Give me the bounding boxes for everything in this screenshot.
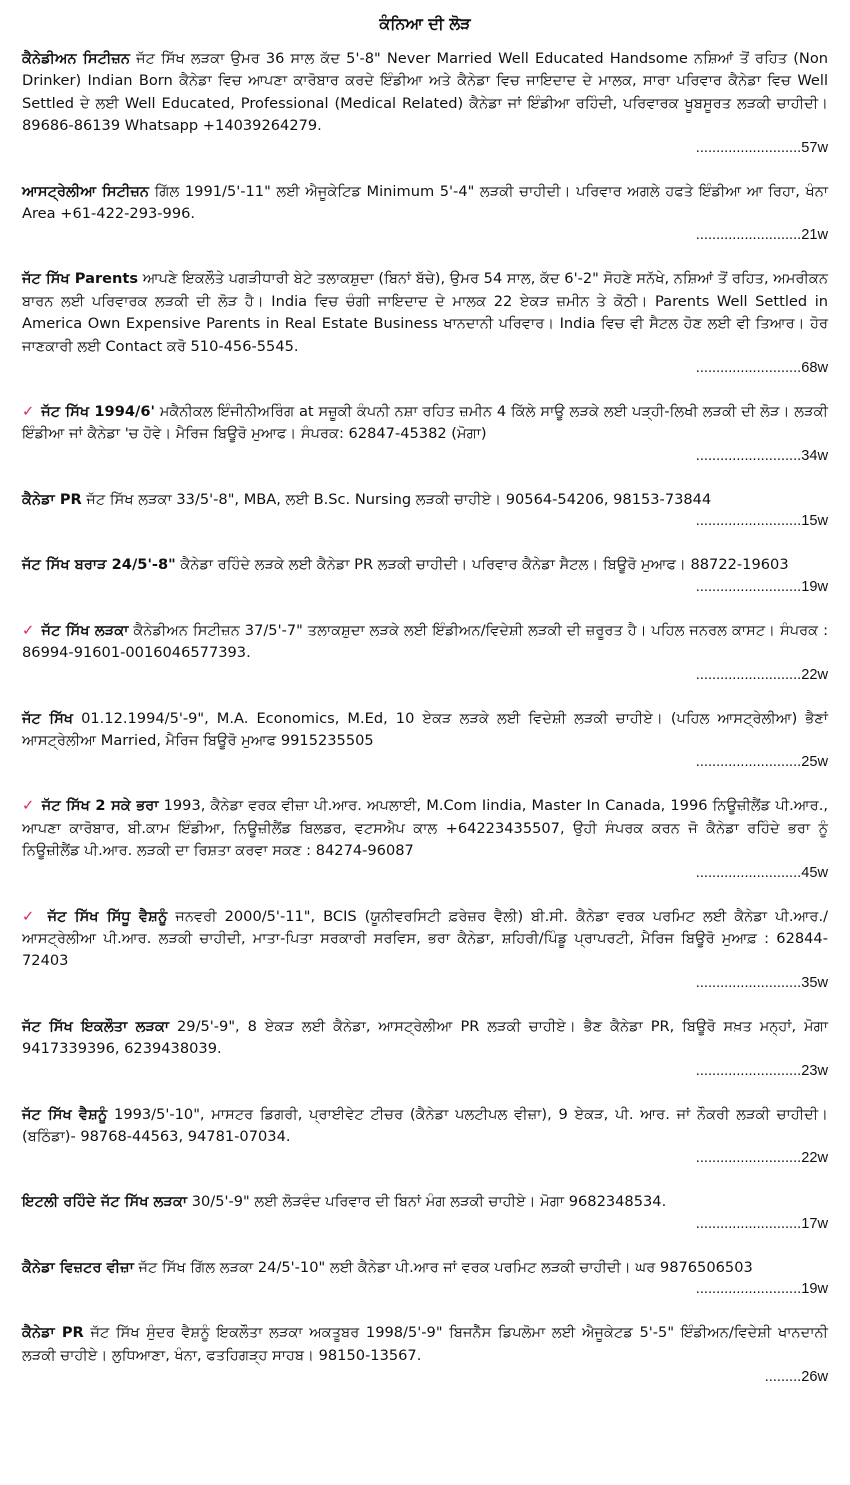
ad-body: 1993, ਕੈਨੇਡਾ ਵਰਕ ਵੀਜ਼ਾ ਪੀ.ਆਰ. ਅਪਲਾਈ, M.Com Iindia, Master In Canada, 1996 ਨਿਊਜ਼ੀਲੈਂਡ ਪੀ.ਆਰ., ਆਪਣਾ ਕਾਰੋਬਾਰ, ਬੀ.ਕਾਮ ਇੰਡੀਆ, ਨਿਊਜ਼ੀਲੈਂਡ ਬਿਲਡਰ, ਵਟਸਐਪ ਕਾਲ +64223435507, ਉਹੀ ਸੰਪਰਕ ਕਰਨ ਜੋ ਕੈਨੇਡਾ ਰਹਿੰਦੇ ਭਰਾ ਨੂੰ ਨਿਊਜ਼ੀਲੈਂਡ ਪੀ.ਆਰ. ਲੜਕੀ ਦਾ ਰਿਸ਼ਤਾ ਕਰਵਾ ਸਕਣ : 84274-96087 <box>22 797 828 860</box>
ad-text <box>22 554 828 576</box>
ad-code: ..........................17w <box>695 1215 828 1232</box>
ad-code: ..........................68w <box>695 360 828 377</box>
matrimonial-ad <box>22 1191 828 1233</box>
ad-text <box>22 795 828 862</box>
matrimonial-ad <box>22 554 828 596</box>
ad-code: ..........................57w <box>695 139 828 156</box>
matrimonial-ad <box>22 1016 828 1081</box>
ad-heading: ਕੈਨੇਡਾ PR <box>22 1324 84 1342</box>
ad-text <box>22 181 828 226</box>
ad-text <box>22 1016 828 1061</box>
checkmark-icon: ✓ <box>22 797 35 815</box>
ad-body: ਜੱਟ ਸਿੱਖ ਗਿੱਲ ਲੜਕਾ 24/5'-10" ਲਈ ਕੈਨੇਡਾ ਪੀ.ਆਰ ਜਾਂ ਵਰਕ ਪਰਮਿਟ ਲੜਕੀ ਚਾਹੀਦੀ। ਘਰ 9876506503 <box>133 1258 753 1276</box>
ad-text <box>22 1322 828 1367</box>
matrimonial-ad <box>22 620 828 685</box>
matrimonial-ad <box>22 708 828 773</box>
ad-code: ..........................25w <box>695 754 828 771</box>
ad-text <box>22 489 828 511</box>
ad-body: 29/5'-9", 8 ਏਕੜ ਲਈ ਕੈਨੇਡਾ, ਆਸਟ੍ਰੇਲੀਆ PR ਲੜਕੀ ਚਾਹੀਏ। ਭੈਣ ਕੈਨੇਡਾ PR, ਬਿਊਰੋ ਸਖ਼ਤ ਮਨ੍ਹਾਂ, ਮੋਗਾ 9417339396, 6239438039. <box>22 1017 828 1058</box>
matrimonial-ad <box>22 795 828 882</box>
ad-heading: ਜੱਟ ਸਿੱਖ 1994/6' <box>41 403 155 421</box>
matrimonial-ad <box>22 1322 828 1387</box>
ad-heading: ਜੱਟ ਸਿੱਖ ਵੈਸ਼ਨੂੰ <box>22 1105 108 1123</box>
matrimonial-ad <box>22 1257 828 1299</box>
ad-heading: ਜੱਟ ਸਿੱਖ ਸਿੱਧੂ ਵੈਸ਼ਨੂੰ <box>47 907 168 925</box>
ad-heading: ਇਟਲੀ ਰਹਿੰਦੇ ਜੱਟ ਸਿੱਖ ਲੜਕਾ <box>22 1193 188 1211</box>
ad-code: ..........................22w <box>695 666 828 683</box>
ad-heading: ਕੈਨੇਡਾ ਵਿਜ਼ਟਰ ਵੀਜ਼ਾ <box>22 1258 134 1276</box>
ad-code: .........26w <box>764 1369 828 1385</box>
matrimonial-ad <box>22 48 828 158</box>
matrimonial-ad <box>22 906 828 993</box>
ad-text <box>22 401 828 446</box>
checkmark-icon: ✓ <box>22 621 35 639</box>
ad-code: ..........................34w <box>695 447 828 464</box>
ad-body: ਜੱਟ ਸਿੱਖ ਲੜਕਾ ਉਮਰ 36 ਸਾਲ ਕੱਦ 5'-8" Never Married Well Educated Handsome ਨਸ਼ਿਆਂ ਤੋਂ ਰਹਿਤ (Non Drinker) Indian Born ਕੈਨੇਡਾ ਵਿਚ ਆਪਣਾ ਕਾਰੋਬਾਰ ਕਰਦੇ ਇੰਡੀਆ ਅਤੇ ਕੈਨੇਡਾ ਵਿਚ ਜਾਇਦਾਦ ਦੇ ਮਾਲਕ, ਸਾਰਾ ਪਰਿਵਾਰ ਕੈਨੇਡਾ ਵਿਚ Well Settled ਦੇ ਲਈ Well Educated, Professional (Medical Related) ਕੈਨੇਡਾ ਜਾਂ ਇੰਡੀਆ ਰਹਿੰਦੀ, ਪਰਿਵਾਰਕ ਖੂਬਸੂਰਤ ਲੜਕੀ ਚਾਹੀਦੀ। 89686-86139 Whatsapp +14039264279. <box>22 50 828 135</box>
ad-text <box>22 48 828 138</box>
checkmark-icon: ✓ <box>22 403 35 421</box>
ad-body: ਮਕੈਨੀਕਲ ਇੰਜੀਨੀਅਰਿੰਗ at ਸਜ਼ੂਕੀ ਕੰਪਨੀ ਨਸ਼ਾ ਰਹਿਤ ਜ਼ਮੀਨ 4 ਕਿੱਲੇ ਸਾਊ ਲੜਕੇ ਲਈ ਪੜ੍ਹੀ-ਲਿਖੀ ਲੜਕੀ ਦੀ ਲੋੜ। ਲੜਕੀ ਇੰਡੀਆ ਜਾਂ ਕੈਨੇਡਾ 'ਚ ਹੋਵੇ। ਮੈਰਿਜ ਬਿਊਰੋ ਮੁਆਫ। ਸੰਪਰਕ: 62847-45382 (ਮੋਗਾ) <box>22 403 828 443</box>
ad-text <box>22 268 828 358</box>
ad-heading: ਜੱਟ ਸਿੱਖ <box>22 709 74 727</box>
ad-code: ..........................45w <box>695 864 828 881</box>
ad-body: ਆਪਣੇ ਇਕਲੌਤੇ ਪਗੜੀਧਾਰੀ ਬੇਟੇ ਤਲਾਕਸ਼ੁਦਾ (ਬਿਨਾਂ ਬੱਚੇ), ਉਮਰ 54 ਸਾਲ, ਕੱਦ 6'-2" ਸੋਹਣੇ ਸਨੱਖੇ, ਨਸ਼ਿਆਂ ਤੋਂ ਰਹਿਤ, ਅਮਰੀਕਨ ਬਾਰਨ ਲਈ ਪਰਿਵਾਰਕ ਲੜਕੀ ਦੀ ਲੋੜ ਹੈ। India ਵਿਚ ਚੰਗੀ ਜਾਇਦਾਦ ਦੇ ਮਾਲਕ 22 ਏਕੜ ਜ਼ਮੀਨ ਤੇ ਕੋਠੀ। Parents Well Settled in America Own Expensive Parents in Real Estate Business ਖਾਨਦਾਨੀ ਪਰਿਵਾਰ। India ਵਿਚ ਵੀ ਸੈਟਲ ਹੋਣ ਲਈ ਵੀ ਤਿਆਰ। ਹੋਰ ਜਾਣਕਾਰੀ ਲਈ Contact ਕਰੋ 510-456-5545. <box>22 270 828 355</box>
ad-code: ..........................19w <box>695 1281 828 1298</box>
ad-body: ਜੱਟ ਸਿੱਖ ਸੁੰਦਰ ਵੈਸ਼ਨੂੰ ਇਕਲੌਤਾ ਲੜਕਾ ਅਕਤੂਬਰ 1998/5'-9" ਬਿਜਨੈੱਸ ਡਿਪਲੋਮਾ ਲਈ ਐਜੂਕੇਟਡ 5'-5" ਇੰਡੀਅਨ/ਵਿਦੇਸ਼ੀ ਖਾਨਦਾਨੀ ਲੜਕੀ ਚਾਹੀਏ। ਲੁਧਿਆਣਾ, ਖੰਨਾ, ਫਤਹਿਗੜ੍ਹ ਸਾਹਬ। 98150-13567. <box>22 1324 829 1364</box>
ad-code: ..........................35w <box>695 974 828 991</box>
ad-code: ..........................23w <box>695 1062 828 1079</box>
ad-heading: ਕੈਨੇਡਾ PR <box>22 490 82 508</box>
ad-heading: ਜੱਟ ਸਿੱਖ 2 ਸਕੇ ਭਰਾ <box>41 797 159 815</box>
page-title: ਕੰਨਿਆ ਦੀ ਲੋੜ <box>379 14 471 33</box>
ad-text <box>22 906 828 973</box>
ad-code: ..........................21w <box>695 227 828 244</box>
ad-heading: ਜੱਟ ਸਿੱਖ ਇਕਲੌਤਾ ਲੜਕਾ <box>22 1017 170 1035</box>
ad-body: ਜਨਵਰੀ 2000/5'-11", BCIS (ਯੂਨੀਵਰਸਿਟੀ ਫ਼ਰੇਜ਼ਰ ਵੈਲੀ) ਬੀ.ਸੀ. ਕੈਨੇਡਾ ਵਰਕ ਪਰਮਿਟ ਲਈ ਕੈਨੇਡਾ ਪੀ.ਆਰ./ਆਸਟ੍ਰੇਲੀਆ ਪੀ.ਆਰ. ਲੜਕੀ ਚਾਹੀਦੀ, ਮਾਤਾ-ਪਿਤਾ ਸਰਕਾਰੀ ਸਰਵਿਸ, ਭਰਾ ਕੈਨੇਡਾ, ਸ਼ਹਿਰੀ/ਪਿੰਡੂ ਪ੍ਰਾਪਰਟੀ, ਮੈਰਿਜ ਬਿਊਰੋ ਮੁਆਫ਼ : 62844-72403 <box>22 907 829 970</box>
ad-text <box>22 1257 828 1279</box>
ad-body: ਗਿੱਲ 1991/5'-11" ਲਈ ਐਜੂਕੇਟਿਡ Minimum 5'-4" ਲੜਕੀ ਚਾਹੀਦੀ। ਪਰਿਵਾਰ ਅਗਲੇ ਹਫਤੇ ਇੰਡੀਆ ਆ ਰਿਹਾ, ਖੰਨਾ Area +61-422-293-996. <box>22 182 828 223</box>
ad-text <box>22 1104 828 1149</box>
ad-body: 01.12.1994/5'-9", M.A. Economics, M.Ed, 10 ਏਕੜ ਲੜਕੇ ਲਈ ਵਿਦੇਸ਼ੀ ਲੜਕੀ ਚਾਹੀਏ। (ਪਹਿਲ ਆਸਟ੍ਰੇਲੀਆ) ਭੈਣਾਂ ਆਸਟ੍ਰੇਲੀਆ Married, ਮੈਰਿਜ ਬਿਊਰੋ ਮੁਆਫ 9915235505 <box>22 709 828 749</box>
ad-body: ਕੈਨੇਡੀਅਨ ਸਿਟੀਜ਼ਨ 37/5'-7" ਤਲਾਕਸ਼ੁਦਾ ਲੜਕੇ ਲਈ ਇੰਡੀਅਨ/ਵਿਦੇਸ਼ੀ ਲੜਕੀ ਦੀ ਜ਼ਰੂਰਤ ਹੈ। ਪਹਿਲ ਜਨਰਲ ਕਾਸਟ। ਸੰਪਰਕ : 86994-91601-0016046577393. <box>22 621 828 662</box>
ad-code: ..........................19w <box>695 578 828 595</box>
ad-text <box>22 1191 828 1213</box>
matrimonial-ad <box>22 489 828 531</box>
ad-heading: ਕੈਨੇਡੀਅਨ ਸਿਟੀਜ਼ਨ <box>22 50 130 67</box>
matrimonial-ad <box>22 401 828 466</box>
ad-body: ਜੱਟ ਸਿੱਖ ਲੜਕਾ 33/5'-8", MBA, ਲਈ B.Sc. Nursing ਲੜਕੀ ਚਾਹੀਏ। 90564-54206, 98153-73844 <box>81 490 712 508</box>
ad-heading: ਜੱਟ ਸਿੱਖ Parents <box>22 270 139 288</box>
checkmark-icon: ✓ <box>22 907 38 925</box>
ad-body: 1993/5'-10", ਮਾਸਟਰ ਡਿਗਰੀ, ਪ੍ਰਾਈਵੇਟ ਟੀਚਰ (ਕੈਨੇਡਾ ਪਲਟੀਪਲ ਵੀਜ਼ਾ), 9 ਏਕੜ, ਪੀ. ਆਰ. ਜਾਂ ਨੌਕਰੀ ਲੜਕੀ ਚਾਹੀਦੀ। (ਬਠਿੰਡਾ)- 98768-44563, 94781-07034. <box>22 1105 828 1145</box>
ad-text <box>22 620 828 665</box>
matrimonial-ad <box>22 1104 828 1169</box>
ad-code: ..........................22w <box>695 1150 828 1167</box>
ad-heading: ਆਸਟ੍ਰੇਲੀਆ ਸਿਟੀਜ਼ਨ <box>22 182 149 200</box>
ad-code: ..........................15w <box>695 513 828 530</box>
ad-text <box>22 708 828 753</box>
ads-list <box>22 48 828 1387</box>
ad-heading: ਜੱਟ ਸਿੱਖ ਬਰਾੜ 24/5'-8" <box>22 556 176 574</box>
ad-body: ਕੈਨੇਡਾ ਰਹਿੰਦੇ ਲੜਕੇ ਲਈ ਕੈਨੇਡਾ PR ਲੜਕੀ ਚਾਹੀਦੀ। ਪਰਿਵਾਰ ਕੈਨੇਡਾ ਸੈਟਲ। ਬਿਊਰੋ ਮੁਆਫ। 88722-19603 <box>175 556 789 574</box>
matrimonial-ad <box>22 181 828 246</box>
ad-body: 30/5'-9" ਲਈ ਲੋੜਵੰਦ ਪਰਿਵਾਰ ਦੀ ਬਿਨਾਂ ਮੰਗ ਲੜਕੀ ਚਾਹੀਏ। ਮੋਗਾ 9682348534. <box>187 1193 667 1211</box>
ad-heading: ਜੱਟ ਸਿੱਖ ਲੜਕਾ <box>41 621 129 639</box>
matrimonial-ad <box>22 268 828 378</box>
